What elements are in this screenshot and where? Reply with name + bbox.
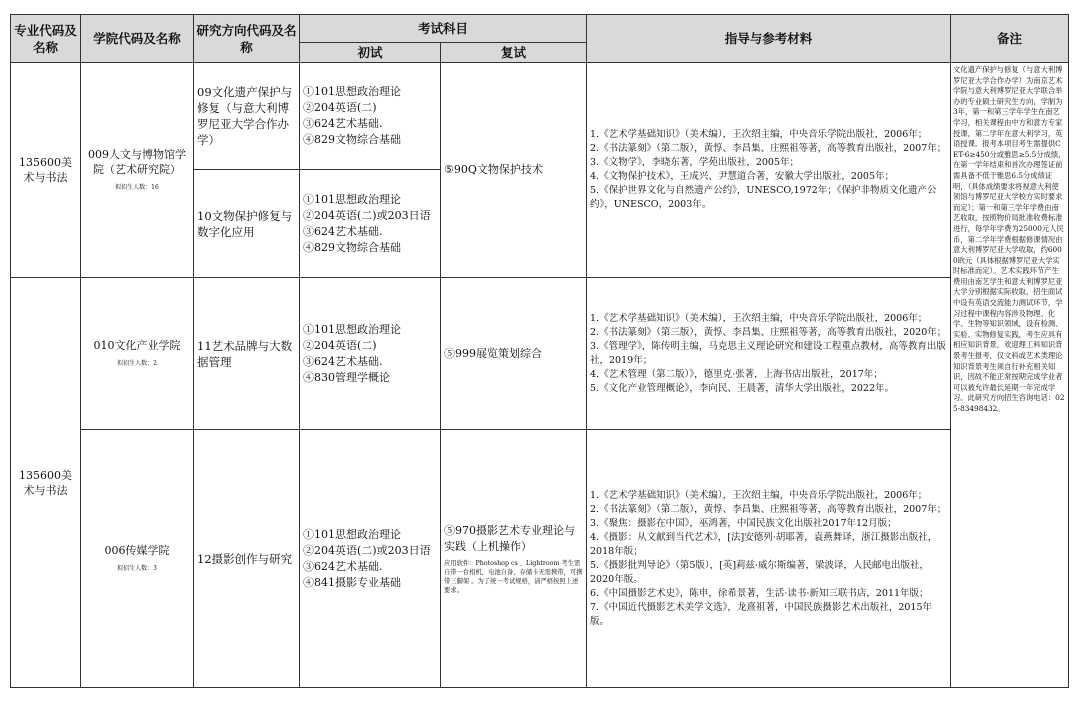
- header-remarks: 备注: [951, 15, 1069, 63]
- college-cell: [81, 63, 194, 278]
- reference-item: 5.《保护世界文化与自然遗产公约》，UNESCO,1972年；《保护非物质文化遗产公约》，UNESCO，2003年。: [590, 185, 937, 210]
- subject-item: ③624艺术基础.: [303, 117, 383, 130]
- subject-item: ②204英语(二)或203日语: [303, 208, 431, 222]
- reference-cell: [587, 430, 951, 688]
- reference-item: 4.《艺术管理（第二版）》，德里克·张著，上海书店出版社，2017年；: [590, 368, 883, 380]
- reference-cell: [587, 63, 951, 278]
- reference-item: 1.《艺术学基础知识》（美术编），王次绍主编，中央音乐学院出版社，2006年；: [590, 312, 928, 324]
- reference-item: 7.《中国近代摄影艺术美学文选》，龙熹祖著，中国民族摄影艺术出版社，2015年版。: [590, 601, 933, 627]
- subject-item: ①101思想政治理论: [303, 322, 401, 336]
- initial-subjects: [300, 170, 441, 278]
- subject-item: ④829文物综合基础: [303, 240, 401, 254]
- header-initial: 初试: [300, 43, 441, 63]
- header-direction: 研究方向代码及名称: [194, 15, 300, 63]
- college-cell: [81, 278, 194, 430]
- college-cell: [81, 430, 194, 688]
- retest-cell: [441, 430, 587, 688]
- retest-note: 应用软件：Photoshop cs 、Lightroom 考生需自带一台相机，电池自备，存储卡无需携带，可携带三脚架 。为了统一考试规格，请严格按照上述要求。: [444, 559, 583, 594]
- retest-subject: ⑤90Q文物保护技术: [441, 63, 587, 278]
- subject-item: ②204英语(二): [303, 101, 377, 114]
- reference-item: 3.《文物学》，李晓东著，学苑出版社，2005年；: [590, 157, 800, 168]
- retest-subject: ⑤970摄影艺术专业理论与实践（上机操作）: [444, 523, 575, 553]
- subject-item: ④841摄影专业基础: [303, 575, 401, 589]
- direction-cell: 09文化遗产保护与修复（与意大利博罗尼亚大学合作办学）: [194, 63, 300, 170]
- reference-item: 4.《摄影：从文献到当代艺术》，[法]安德列·胡耶著，袁燕舞译，浙江摄影出版社，2018年版；: [590, 531, 938, 557]
- reference-item: 2.《书法篆刻》（第三版），黄惇、李昌集、庄熙祖等著，高等教育出版社，2020年；: [590, 326, 947, 338]
- reference-cell: [587, 278, 951, 430]
- header-reference: 指导与参考材料: [587, 15, 951, 63]
- direction-cell: 12摄影创作与研究: [194, 430, 300, 688]
- enrollment-table: [10, 14, 1069, 688]
- reference-item: 6.《中国摄影艺术史》，陈申，徐希景著，生活·读书·新知三联书店，2011年版；: [590, 587, 929, 599]
- subject-item: ①101思想政治理论: [303, 192, 401, 206]
- subject-item: ②204英语(二)或203日语: [303, 543, 431, 557]
- reference-item: 1.《艺术学基础知识》（美术编），王次绍主编，中央音乐学院出版社，2006年；: [590, 129, 928, 140]
- table-row: [11, 63, 1069, 170]
- reference-item: 5.《文化产业管理概论》，李向民、王晨著，清华大学出版社，2022年。: [590, 382, 895, 394]
- retest-subject: ⑤999展览策划综合: [441, 278, 587, 430]
- header-college: 学院代码及名称: [81, 15, 194, 63]
- table-row: [11, 430, 1069, 688]
- reference-item: 1.《艺术学基础知识》（美术编），王次绍主编，中央音乐学院出版社，2006年；: [590, 489, 928, 501]
- reference-item: 3.《聚焦：摄影在中国》，巫鸿著，中国民族文化出版社2017年12月版；: [590, 517, 897, 529]
- subject-item: ③624艺术基础.: [303, 224, 383, 238]
- major-cell: 135600美术与书法: [11, 63, 81, 278]
- reference-item: 2.《书法篆刻》（第二版），黄惇、李昌集、庄熙祖等著，高等教育出版社，2007年；: [590, 503, 947, 515]
- reference-item: 3.《管理学》，陈传明主编，马克思主义理论研究和建设工程重点教材，高等教育出版社，2019年；: [590, 340, 946, 366]
- initial-subjects: [300, 278, 441, 430]
- enrollment-plan: 拟招生人数：3: [117, 565, 157, 572]
- direction-cell: 10文物保护修复与数字化应用: [194, 170, 300, 278]
- remarks-cell: 文化遗产保护与修复（与意大利博罗尼亚大学合作办学）为南京艺术学院与意大利博罗尼亚大学联合举办的专业硕士研究生方向，学制为3年，第一和第三学年学生在南艺学习，相关课程由中方和意方专家授课，第二学年在意大利学习，英语授课。报考本项目考生需提供CET-6≥450分或雅思≥5.5分成绩，在第一学年结束和首次办理签证前需具备不低于雅思6.5分成绩证明，（具体成绩要求将视意大利使领馆与博罗尼亚大学校方实时要求而定）；第一和第三学年学费由南艺收取，按照物价局批准收费标准进行，每学年学费为25000元人民币，第二学年学费根据修课情况由意大利博罗尼亚大学收取，约6000欧元（具体根据博罗尼亚大学实时标准而定）。艺术实践环节产生费用由南艺学生和意大利博罗尼亚大学分别根据实际收取，招生面试中设有英语交流能力测试环节，学习过程中课程内容涉及物理、化学、生物等知识领域，设有检测、实验、实物修复实践，考生应具有相应知识背景，欢迎理工科知识背景考生报考，仅文科或艺术类理论知识背景考生须自行补充相关知识，因故不能正常按期完成学业者可以被允许最长延期一年完成学习。此研究方向招生咨询电话：025-83498432。: [951, 63, 1069, 688]
- direction-cell: 11艺术品牌与大数据管理: [194, 278, 300, 430]
- catalog-table-wrapper: [10, 14, 1068, 691]
- header-retest: 复试: [441, 43, 587, 63]
- subject-item: ④830管理学概论: [303, 370, 390, 384]
- reference-item: 2.《书法篆刻》（第二版），黄惇、李昌集、庄熙祖等著，高等教育出版社，2007年；: [590, 143, 947, 154]
- initial-subjects: [300, 63, 441, 170]
- subject-item: ④829文物综合基础: [303, 133, 401, 146]
- subject-item: ③624艺术基础.: [303, 559, 383, 573]
- college-name: 010文化产业学院: [93, 339, 181, 352]
- subject-item: ③624艺术基础.: [303, 354, 383, 368]
- header-exam: 考试科目: [300, 15, 587, 43]
- enrollment-plan: 拟招生人数：16: [115, 184, 159, 191]
- major-cell: 135600美术与书法: [11, 278, 81, 688]
- subject-item: ②204英语(二): [303, 338, 377, 352]
- reference-item: 4.《文物保护技术》，王成兴、尹慧道合著，安徽大学出版社，2005年；: [590, 171, 895, 182]
- table-row: [11, 278, 1069, 430]
- initial-subjects: [300, 430, 441, 688]
- college-name: 006传媒学院: [104, 544, 170, 557]
- reference-item: 5.《摄影批判导论》（第5版），[英]莉兹·威尔斯编著，梁波译，人民邮电出版社，2020年版。: [590, 559, 930, 585]
- header-major: 专业代码及名称: [11, 15, 81, 63]
- college-name: 009人文与博物馆学院（艺术研究院）: [88, 148, 186, 176]
- enrollment-plan: 拟招生人数：2: [117, 360, 157, 367]
- subject-item: ①101思想政治理论: [303, 527, 401, 541]
- subject-item: ①101思想政治理论: [303, 85, 401, 98]
